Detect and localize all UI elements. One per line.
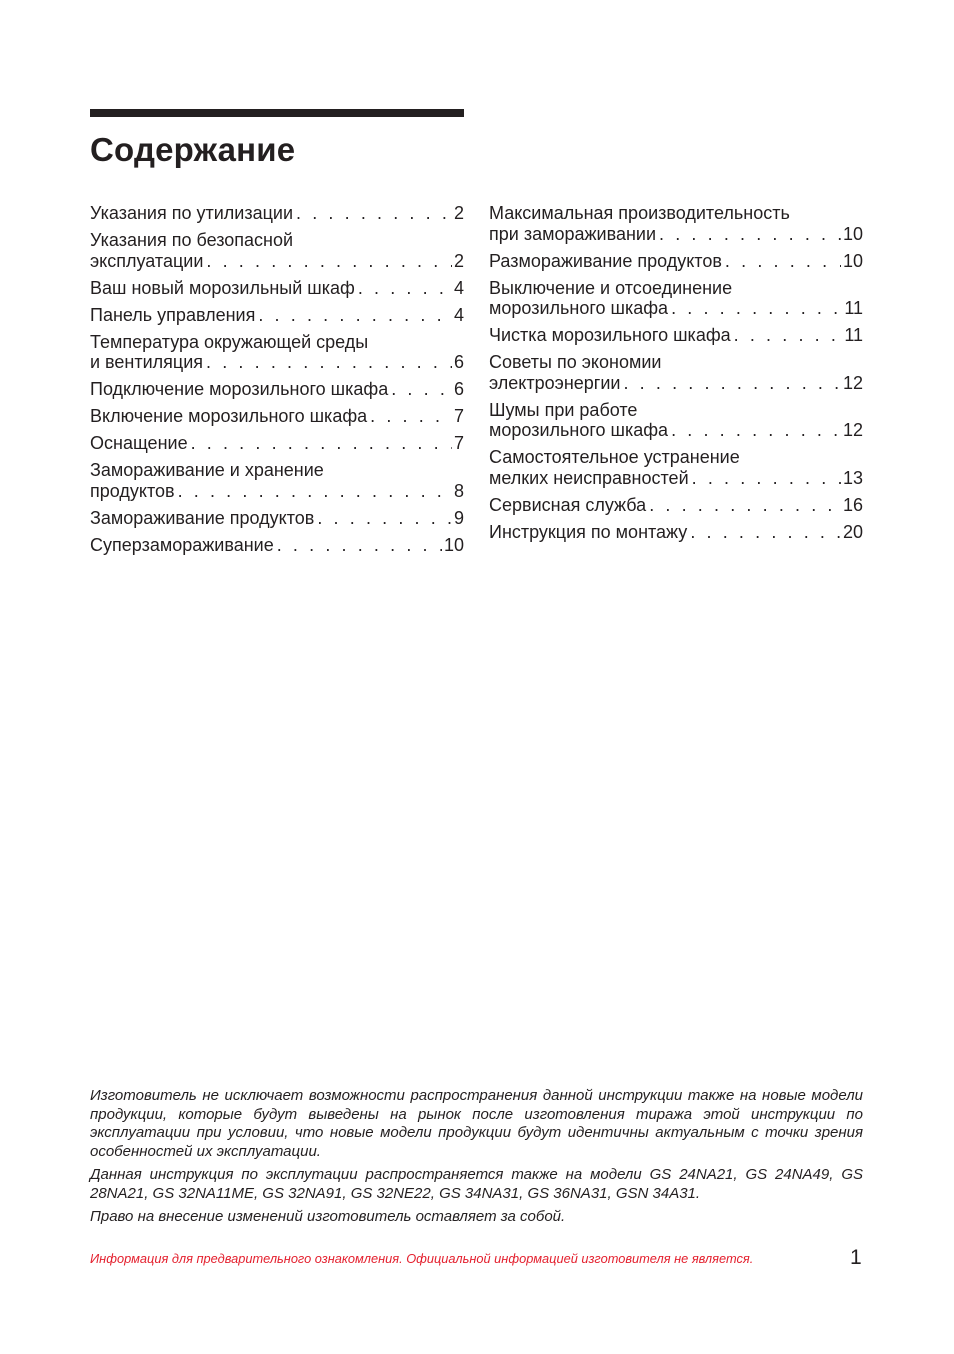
toc-dot-leader [317,508,452,529]
toc-page-number: 11 [844,325,863,345]
toc-entry[interactable] [90,433,464,454]
toc-entry-line [90,352,464,373]
toc-dot-leader [391,379,452,400]
toc-entry-title: мелких неисправностей [489,467,689,488]
toc-entry[interactable] [489,278,863,319]
toc-entry-line [90,406,464,427]
toc-dot-leader [649,495,841,516]
toc-dot-leader [623,373,841,394]
toc-entry-title: Шумы при работе [489,399,638,420]
toc-dot-leader [671,420,841,441]
toc-entry-title: Советы по экономии [489,352,662,372]
toc-entry[interactable] [489,447,863,488]
toc-dot-leader [370,406,452,427]
toc-dot-leader [296,203,452,224]
toc-entry-line [90,251,464,272]
toc-entry-line [90,535,464,556]
header-rule [90,109,464,117]
toc-entry-line [489,352,863,373]
toc-entry-line [90,433,464,454]
toc-entry-title: Самостоятельное устранение [489,447,740,467]
toc-page-number: 12 [842,420,863,440]
toc-dot-leader [277,535,442,556]
toc-entry-title: Выключение и отсоединение [489,277,733,298]
toc-entry-title: Замораживание и хранение [90,460,324,480]
toc-page-number: 13 [842,467,863,488]
toc-entry-title: эксплуатации [90,250,204,271]
toc-entry-line [489,251,863,272]
note-new-models: Изготовитель не исключает возможности распространения данной инструкции также на новые модели продукции, которые будут выведены на рынок после изготовления тиража этой инструкции по эксплуатации при условии, что новые модели продукции будут идентичны актуальным с точки зрения особенностей их эксплуатации. [90,1087,863,1160]
toc-page-number: 7 [453,433,464,453]
toc-entry[interactable] [90,230,464,271]
toc-entry[interactable] [90,332,464,373]
toc-entry-title: Размораживание продуктов [489,250,722,271]
toc-dot-leader [690,522,841,543]
toc-entry-line [489,495,863,516]
toc-page-number: 10 [842,250,863,271]
toc-entry-title: Сервисная служба [489,494,647,515]
toc-entry-line [489,203,863,224]
toc-page-number: 12 [842,372,863,393]
toc-entry[interactable] [90,305,464,326]
toc-entry[interactable] [489,325,863,346]
toc-entry-title: продуктов [90,480,175,501]
toc-column-right [489,203,863,549]
toc-page-number: 8 [453,480,464,501]
toc-dot-leader [692,468,841,489]
toc-entry-title: Замораживание продуктов [90,507,315,528]
toc-entry[interactable] [90,535,464,556]
toc-dot-leader [258,305,452,326]
toc-page-number: 9 [453,507,464,528]
toc-entry-line [90,278,464,299]
toc-dot-leader [191,433,452,454]
toc-dot-leader [206,352,452,373]
toc-entry-line [489,420,863,441]
toc-entry[interactable] [489,352,863,393]
toc-entry-line [489,298,863,319]
toc-entry-title: морозильного шкафа [489,420,669,440]
toc-entry-line [90,203,464,224]
page-title: Содержание [90,131,296,168]
toc-entry-line [90,379,464,400]
toc-entry-title: Температура окружающей среды [90,331,369,352]
toc-entry-line [90,481,464,502]
toc-dot-leader [725,251,841,272]
notes-section [90,1087,863,1232]
toc-entry-title: и вентиляция [90,352,204,372]
toc-page-number: 4 [453,304,464,325]
toc-entry[interactable] [90,379,464,400]
toc-page-number: 11 [844,298,863,318]
toc-dot-leader [659,224,841,245]
toc-entry-line [489,468,863,489]
toc-entry-line [90,508,464,529]
toc-entry-title: при замораживании [489,223,657,244]
toc-entry-line [90,305,464,326]
toc-entry-title: электроэнергии [489,372,621,393]
toc-entry[interactable] [489,495,863,516]
toc-entry-title: Панель управления [90,304,256,325]
toc-page-number: 7 [453,406,464,426]
toc-dot-leader [671,298,842,319]
toc-dot-leader [206,251,452,272]
toc-page-number: 4 [453,277,464,298]
note-rights-reserved: Право на внесение изменений изготовитель оставляет за собой. [90,1208,566,1225]
toc-entry[interactable] [90,406,464,427]
toc-entry-title: Подключение морозильного шкафа [90,379,389,399]
toc-page-number: 2 [453,250,464,271]
toc-entry[interactable] [489,251,863,272]
page-number: 1 [850,1246,862,1269]
toc-entry-title: Указания по утилизации [90,203,294,223]
toc-page-number: 16 [842,494,863,515]
toc-entry-line [489,522,863,543]
toc-page-number: 20 [842,521,863,542]
toc-dot-leader [358,278,452,299]
toc-entry-line [489,400,863,421]
toc-entry-line [489,278,863,299]
toc-entry-line [489,224,863,245]
toc-entry-title: Максимальная производительность [489,203,790,223]
preliminary-info-disclaimer: Информация для предварительного ознакомления. Официальной информацией изготовителя не является. [90,1251,754,1266]
toc-page-number: 10 [443,534,464,555]
toc-page-number: 2 [453,203,464,223]
toc-entry[interactable] [90,203,464,224]
toc-page-number: 6 [453,379,464,399]
toc-entry-title: Ваш новый морозильный шкаф [90,277,355,298]
toc-entry-title: Инструкция по монтажу [489,521,688,542]
toc-page-number: 10 [842,223,863,244]
toc-entry-line [489,447,863,468]
toc-entry[interactable] [489,400,863,441]
toc-entry[interactable] [90,508,464,529]
toc-column-left [90,203,464,562]
toc-entry-title: Суперзамораживание [90,534,274,555]
toc-entry-line [489,373,863,394]
toc-entry[interactable] [90,278,464,299]
toc-entry-title: Оснащение [90,433,188,453]
toc-entry-line [90,460,464,481]
toc-entry-title: Чистка морозильного шкафа [489,325,731,345]
toc-entry[interactable] [489,203,863,244]
toc-entry-line [489,325,863,346]
toc-entry-title: морозильного шкафа [489,298,669,318]
toc-dot-leader [178,481,452,502]
toc-dot-leader [734,325,843,346]
note-model-list: Данная инструкция по эксплутации распространяется также на модели GS 24NA21, GS 24NA49, GS 28NA21, GS 32NA11ME, GS 32NA91, GS 32NE22, GS 34NA31, GS 36NA31, GSN 34A31. [90,1166,863,1202]
toc-entry-line [90,332,464,353]
toc-entry[interactable] [90,460,464,501]
toc-entry[interactable] [489,522,863,543]
toc-entry-line [90,230,464,251]
toc-page-number: 6 [453,352,464,372]
toc-entry-title: Включение морозильного шкафа [90,406,368,426]
toc-entry-title: Указания по безопасной [90,230,294,250]
